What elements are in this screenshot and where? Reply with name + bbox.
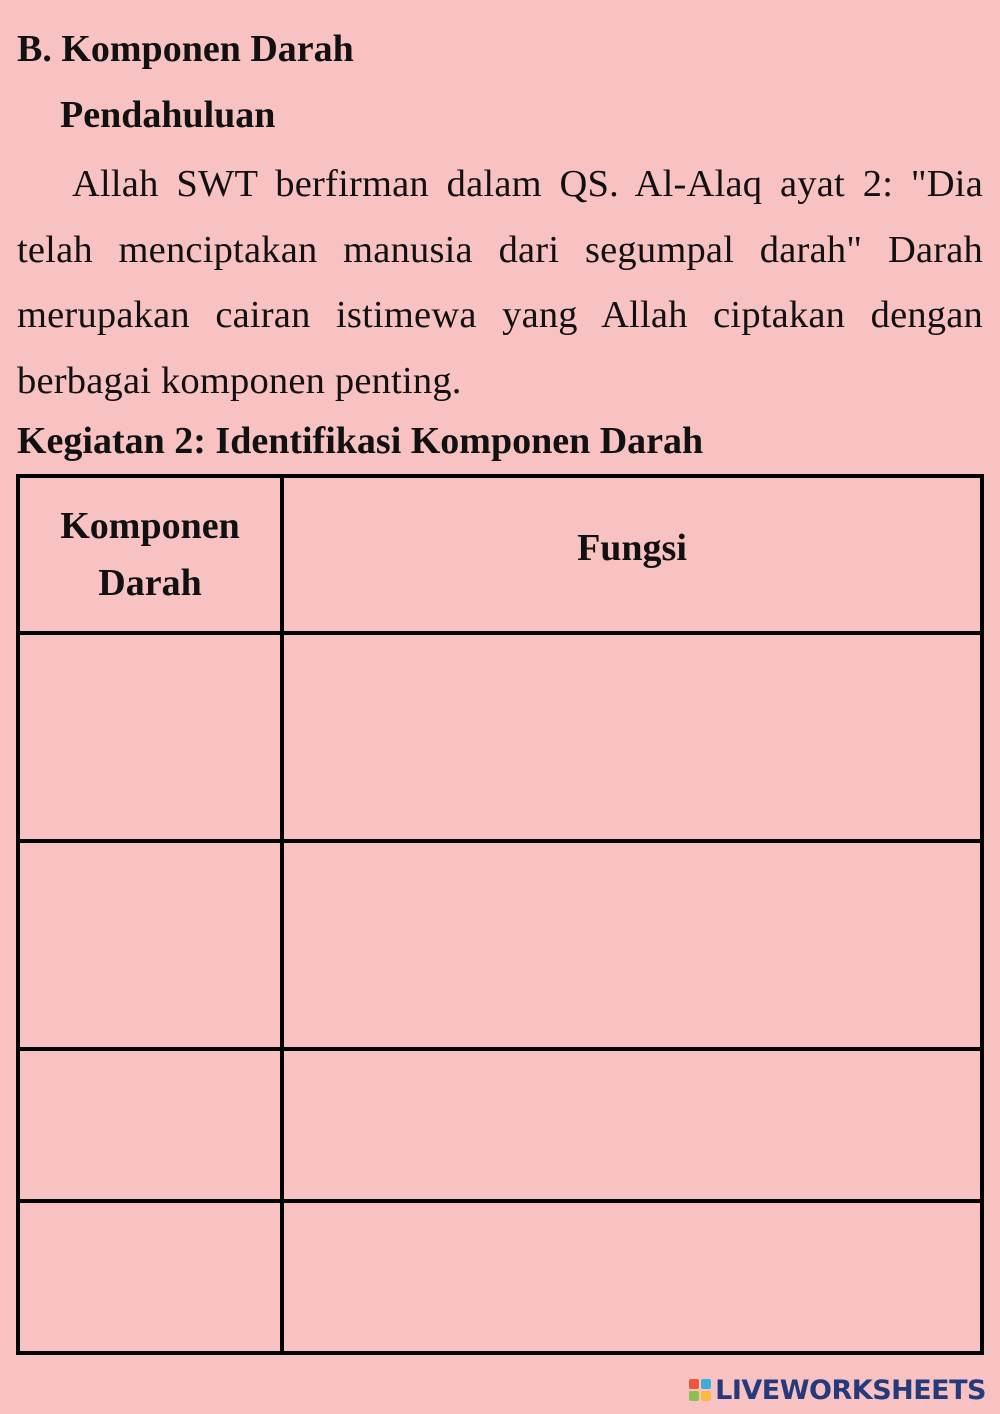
- table-row: [18, 1201, 982, 1353]
- table-row: [18, 633, 982, 841]
- komponen-input-cell[interactable]: [18, 1049, 282, 1201]
- blood-components-table: [16, 474, 984, 1355]
- liveworksheets-logo-icon: [689, 1379, 711, 1401]
- table-row: [18, 1049, 982, 1201]
- section-heading: B. Komponen Darah: [17, 28, 354, 70]
- column-header-komponen: Komponen Darah: [18, 476, 282, 633]
- activity-title: Kegiatan 2: Identifikasi Komponen Darah: [17, 420, 704, 462]
- table-row: [18, 841, 982, 1049]
- komponen-input-cell[interactable]: [18, 1201, 282, 1353]
- liveworksheets-brand-text: LIVEWORKSHEETS: [715, 1374, 986, 1406]
- intro-paragraph: Allah SWT berfirman dalam QS. Al-Alaq ayat 2: "Dia telah menciptakan manusia dari segumpal darah" Darah merupakan cairan istimewa yang Allah ciptakan dengan berbagai komponen penting.: [17, 163, 983, 402]
- komponen-input-cell[interactable]: [18, 633, 282, 841]
- table-header-row: [18, 476, 982, 633]
- komponen-input-cell[interactable]: [18, 841, 282, 1049]
- fungsi-input-cell[interactable]: [282, 841, 982, 1049]
- fungsi-input-cell[interactable]: [282, 1049, 982, 1201]
- subheading-pendahuluan: Pendahuluan: [60, 94, 276, 136]
- fungsi-input-cell[interactable]: [282, 1201, 982, 1353]
- column-header-fungsi: Fungsi: [282, 476, 982, 633]
- liveworksheets-logo: [689, 1374, 986, 1406]
- fungsi-input-cell[interactable]: [282, 633, 982, 841]
